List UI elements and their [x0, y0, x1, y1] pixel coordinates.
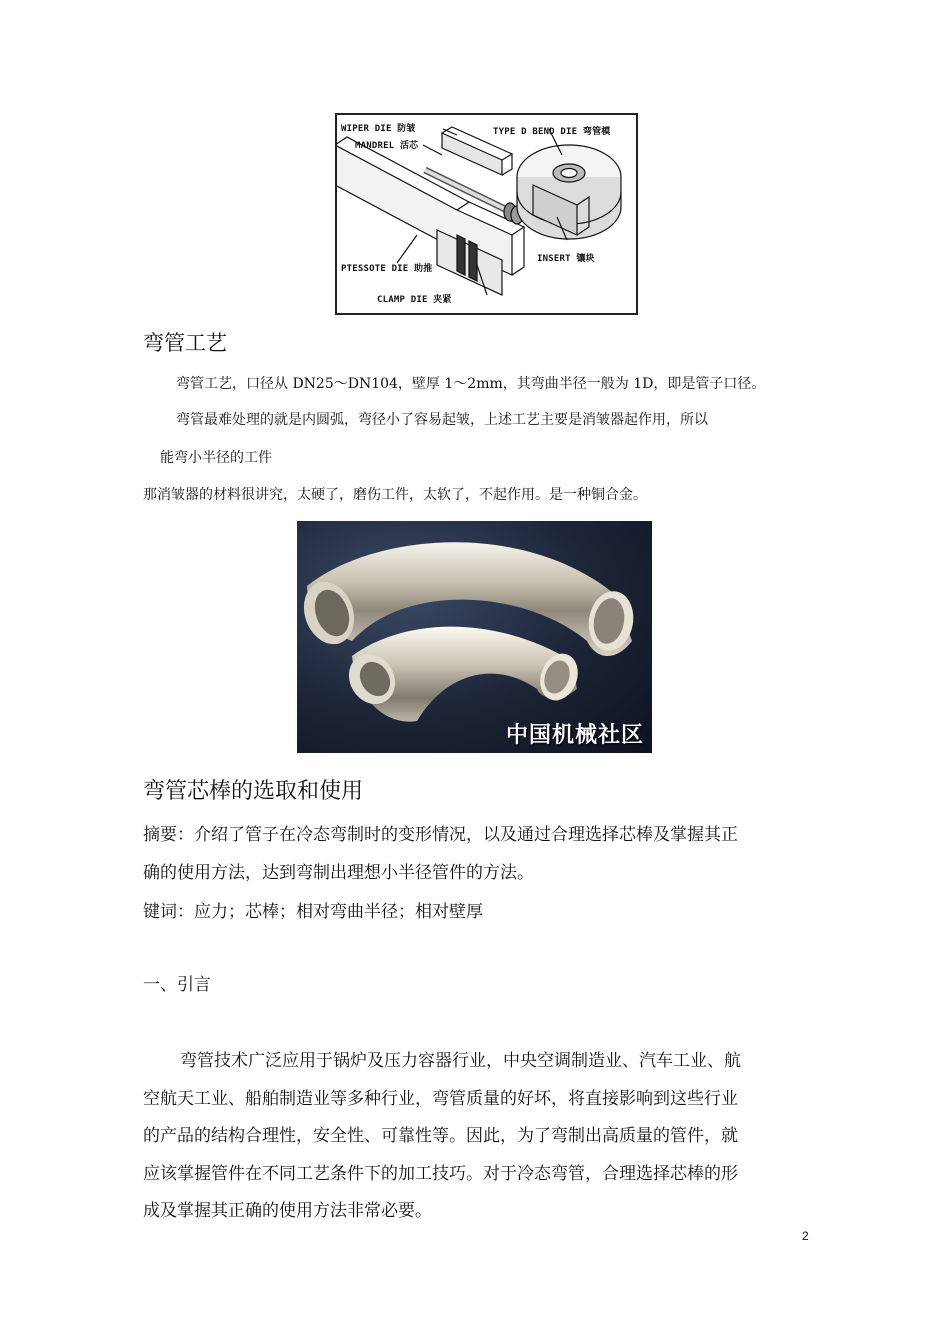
photo-watermark: 中国机械社区 — [505, 723, 644, 748]
intro-line-3: 的产品的结构合理性，安全性、可靠性等。因此，为了弯制出高质量的管件，就 — [143, 1126, 738, 1146]
label-bend-die: TYPE D BEND DIE 弯管模 — [493, 127, 611, 137]
paragraph-2-line-2: 能弯小半径的工件 — [160, 450, 272, 466]
section-title-bending-process: 弯管工艺 — [143, 331, 227, 355]
heading-introduction: 一、引言 — [143, 975, 211, 995]
intro-line-2: 空航天工业、船舶制造业等多种行业，弯管质量的好坏，将直接影响到这些行业 — [143, 1089, 738, 1109]
abstract-line-1: 摘要：介绍了管子在冷态弯制时的变形情况，以及通过合理选择芯棒及掌握其正 — [143, 825, 738, 845]
tooling-diagram — [335, 113, 638, 315]
label-wiper-die: WIPER DIE 防皱 — [341, 124, 416, 134]
label-mandrel: MANDREL 活芯 — [355, 141, 419, 151]
label-insert: INSERT 镶块 — [537, 254, 595, 264]
intro-line-1: 弯管技术广泛应用于锅炉及压力容器行业，中央空调制造业、汽车工业、航 — [180, 1051, 741, 1071]
keywords-line: 键词：应力；芯棒；相对弯曲半径；相对壁厚 — [143, 902, 483, 922]
section-title-mandrel: 弯管芯棒的选取和使用 — [143, 779, 364, 804]
intro-line-4: 应该掌握管件在不同工艺条件下的加工技巧。对于冷态弯管，合理选择芯棒的形 — [143, 1164, 738, 1184]
abstract-line-2: 确的使用方法，达到弯制出理想小半径管件的方法。 — [143, 863, 534, 883]
paragraph-2-line-1: 弯管最难处理的就是内圆弧，弯径小了容易起皱，上述工艺主要是消皱器起作用，所以 — [176, 412, 708, 428]
pipe-elbow-photo — [297, 521, 652, 753]
intro-line-5: 成及掌握其正确的使用方法非常必要。 — [143, 1201, 432, 1221]
label-clamp-die: CLAMP DIE 夹紧 — [377, 295, 452, 305]
page-number: 2 — [802, 1229, 809, 1243]
paragraph-3: 那消皱器的材料很讲究，太硬了，磨伤工件，太软了，不起作用。是一种铜合金。 — [143, 487, 647, 503]
paragraph-1: 弯管工艺，口径从 DN25～DN104，壁厚 1～2mm，其弯曲半径一般为 1D，即是管子口径。 — [176, 376, 766, 392]
label-pressure-die: PTESSOTE DIE 助推 — [341, 264, 433, 274]
